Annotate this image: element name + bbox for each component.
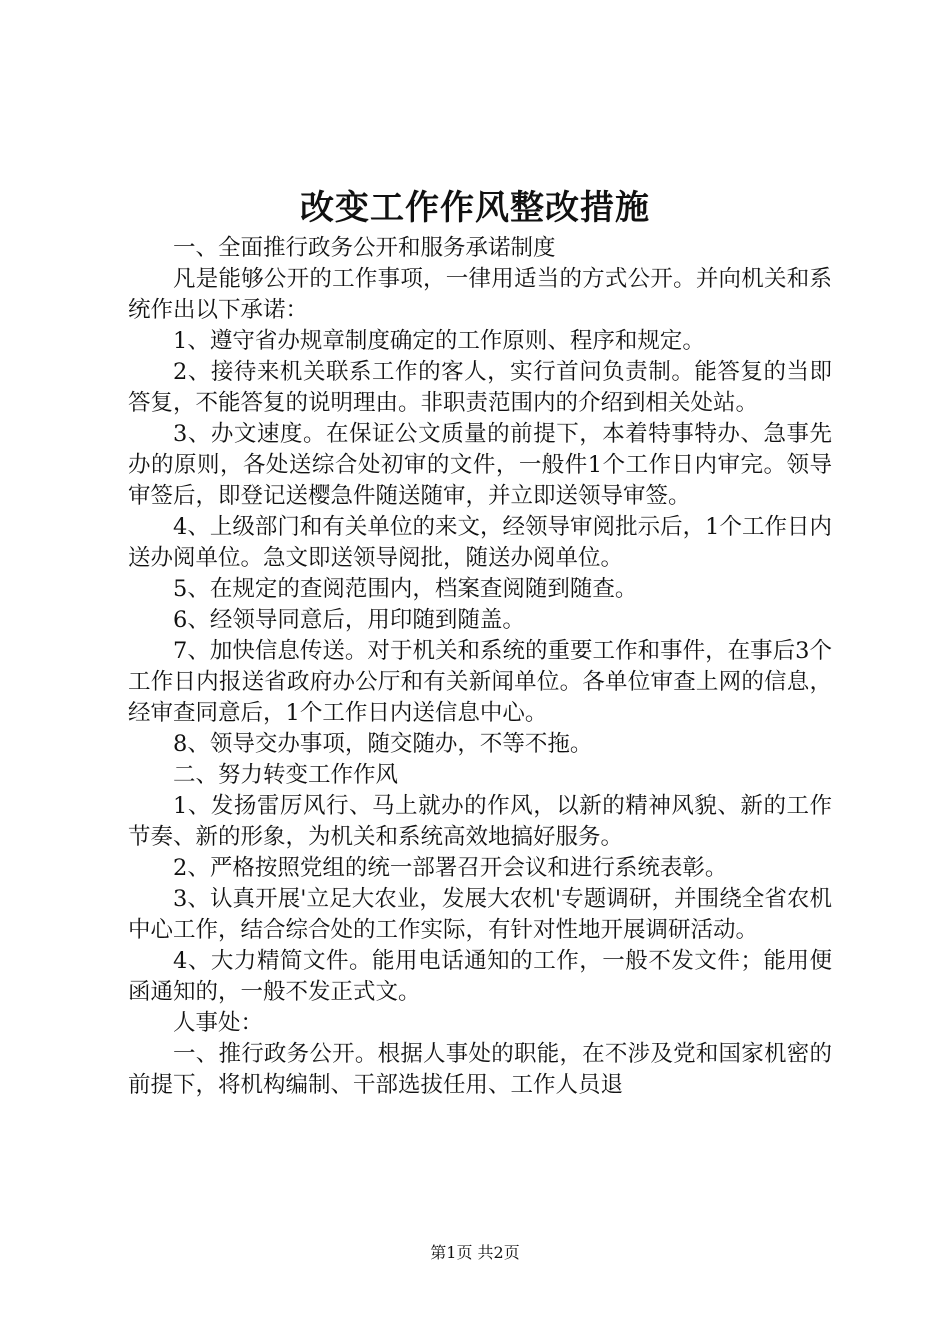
paragraph-section-1-heading: 一、全面推行政务公开和服务承诺制度 xyxy=(173,235,556,261)
paragraph-style-item-4: 4、大力精简文件。能用电话通知的工作，一般不发文件；能用便函通知的，一般不发正式文。 xyxy=(128,948,832,1005)
paragraph-item-2: 2、接待来机关联系工作的客人，实行首问负责制。能答复的当即答复，不能答复的说明理由。非职责范围内的介绍到相关处站。 xyxy=(128,359,832,416)
paragraph-item-8: 8、领导交办事项，随交随办，不等不拖。 xyxy=(173,731,593,757)
paragraph-personnel-item-1: 一、推行政务公开。根据人事处的职能，在不涉及党和国家机密的前提下，将机构编制、干部选拔任用、工作人员退 xyxy=(128,1041,832,1098)
paragraph-personnel-heading: 人事处： xyxy=(173,1010,264,1036)
page-footer: 第1页 共2页 xyxy=(430,1243,520,1262)
paragraph-item-7: 7、加快信息传送。对于机关和系统的重要工作和事件，在事后3个工作日内报送省政府办公厅和有关新闻单位。各单位审查上网的信息，经审查同意后，1个工作日内送信息中心。 xyxy=(128,638,832,726)
paragraph-item-3: 3、办文速度。在保证公文质量的前提下，本着特事特办、急事先办的原则，各处送综合处初审的文件，一般件1个工作日内审完。领导审签后，即登记送樱急件随送随审，并立即送领导审签。 xyxy=(128,421,832,509)
paragraph-commitment-intro: 凡是能够公开的工作事项，一律用适当的方式公开。并向机关和系统作出以下承诺： xyxy=(128,266,832,323)
paragraph-item-6: 6、经领导同意后，用印随到随盖。 xyxy=(173,607,525,633)
paragraph-item-1: 1、遵守省办规章制度确定的工作原则、程序和规定。 xyxy=(173,328,705,354)
paragraph-section-2-heading: 二、努力转变工作作风 xyxy=(173,762,399,788)
paragraph-item-5: 5、在规定的查阅范围内，档案查阅随到随查。 xyxy=(173,576,638,602)
document-body xyxy=(128,233,832,1101)
paragraph-style-item-2: 2、严格按照党组的统一部署召开会议和进行系统表彰。 xyxy=(173,855,728,881)
paragraph-item-4: 4、上级部门和有关单位的来文，经领导审阅批示后，1个工作日内送办阅单位。急文即送领导阅批，随送办阅单位。 xyxy=(128,514,832,571)
paragraph-style-item-1: 1、发扬雷厉风行、马上就办的作风，以新的精神风貌、新的工作节奏、新的形象，为机关和系统高效地搞好服务。 xyxy=(128,793,832,850)
paragraph-style-item-3: 3、认真开展'立足大农业，发展大农机'专题调研，并围绕全省农机中心工作，结合综合处的工作实际，有针对性地开展调研活动。 xyxy=(128,886,832,943)
document-title: 改变工作作风整改措施 xyxy=(300,188,650,228)
